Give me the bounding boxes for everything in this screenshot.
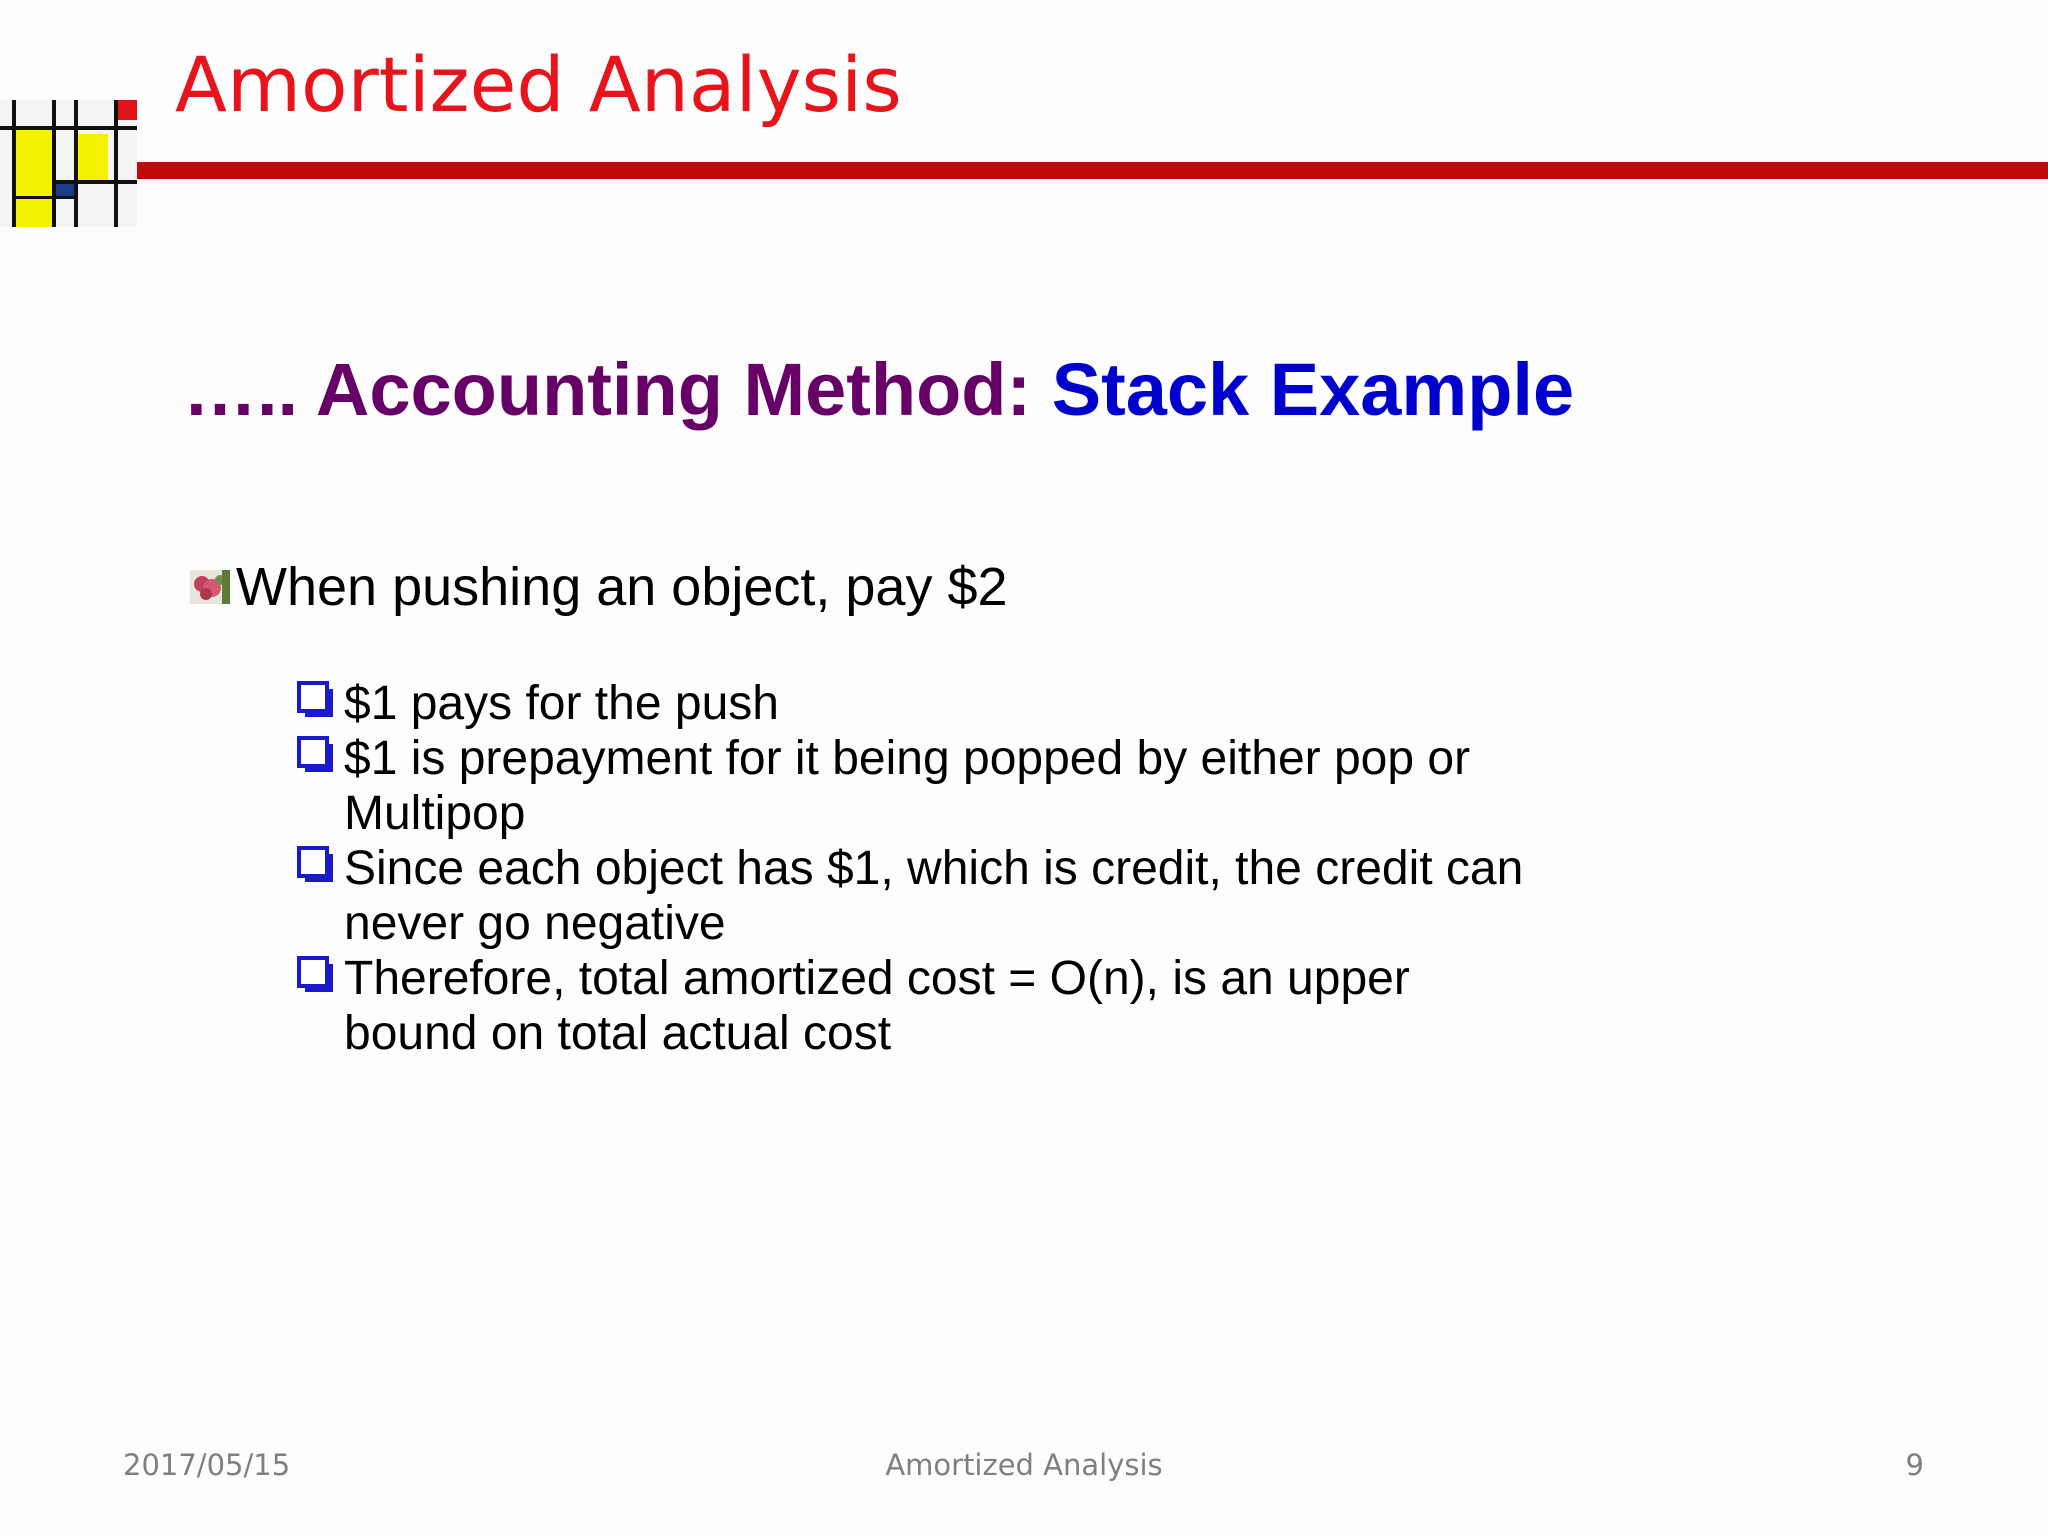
page-number: 9 <box>1905 1448 1924 1482</box>
header-title: Amortized Analysis <box>175 40 902 129</box>
slide-heading <box>183 347 1574 432</box>
heading-highlight: Stack Example <box>1051 348 1575 431</box>
checkbox-bullet-icon <box>296 731 336 786</box>
checkbox-bullet-icon <box>296 841 336 896</box>
list-item <box>296 731 1556 841</box>
main-bullet-text: When pushing an object, pay $2 <box>236 557 1008 617</box>
heading-prefix: ….. Accounting Method: <box>183 348 1052 431</box>
list-item <box>296 676 1556 731</box>
mondrian-logo <box>0 100 137 227</box>
footer-date: 2017/05/15 <box>123 1448 291 1482</box>
checkbox-bullet-icon <box>296 951 336 1006</box>
list-item-text: $1 is prepayment for it being popped by either pop or Multipop <box>344 732 1471 840</box>
list-item-text: $1 pays for the push <box>344 677 779 730</box>
sub-bullet-list <box>296 676 1556 1061</box>
footer-title: Amortized Analysis <box>885 1448 1163 1482</box>
checkbox-bullet-icon <box>296 676 336 731</box>
main-bullet <box>190 556 1008 618</box>
flower-bullet-icon <box>190 570 230 604</box>
list-item-text: Therefore, total amortized cost = O(n), is an upper bound on total actual cost <box>344 952 1410 1060</box>
list-item <box>296 951 1556 1061</box>
list-item-text: Since each object has $1, which is credit, the credit can never go negative <box>344 842 1524 950</box>
list-item <box>296 841 1556 951</box>
header-divider <box>137 162 2048 179</box>
